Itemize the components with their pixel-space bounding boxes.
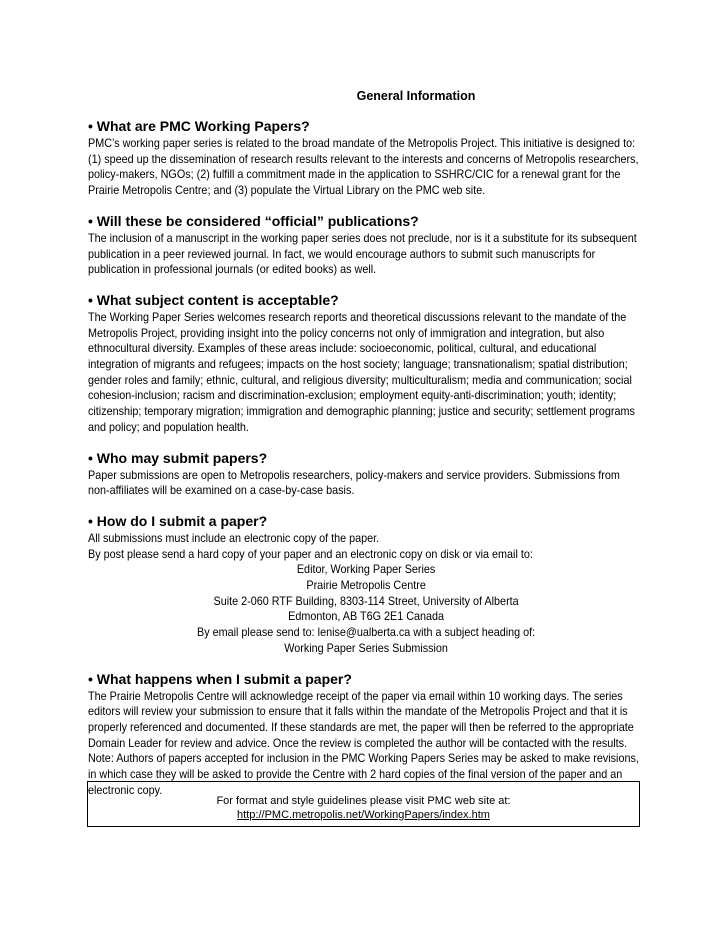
section-what-are-papers (88, 116, 644, 199)
mailing-address (88, 562, 644, 656)
section-paragraph: Paper submissions are open to Metropolis researchers, policy-makers and service providers. Submissions from non-affiliates will be examined on a case-by-case basis. (88, 467, 620, 498)
address-line: Edmonton, AB T6G 2E1 Canada (288, 609, 445, 624)
page-title: General Information (356, 89, 476, 103)
email-instruction: By email please send to: lenise@ualberta.ca with a subject heading of: (197, 625, 536, 640)
section-heading: • Will these be considered “official” publications? (88, 212, 419, 229)
guidelines-link[interactable]: http://PMC.metropolis.net/WorkingPapers/index.htm (237, 809, 490, 821)
section-heading: • How do I submit a paper? (88, 512, 268, 529)
section-heading: • Who may submit papers? (88, 449, 268, 466)
footer-text: For format and style guidelines please visit PMC web site at: (216, 795, 511, 807)
section-paragraph: All submissions must include an electronic copy of the paper. (88, 530, 380, 545)
section-how-to-submit (88, 511, 644, 657)
section-paragraph: The Working Paper Series welcomes research reports and theoretical discussions relevant to the mandate of the Metropolis Project, providing insight into the policy concerns not only of immigration and integration, but also ethnocultural diversity. Examples of these areas include: socioeconomic, political, cultural, and educational integration of migrants and refugees; impacts on the host society; language; transnationalism; spatial distribution; gender roles and family; ethnic, cultural, and religious diversity; multiculturalism; media and communication; social cohesion-inclusion; racism and discrimination-exclusion; employment equity-anti-discrimination; youth; identity; citizenship; temporary migration; immigration and demographic planning; justice and security; settlement programs and policy; and population health. (88, 309, 635, 434)
address-line: Prairie Metropolis Centre (306, 578, 426, 593)
footer-box (87, 781, 640, 827)
section-who-may-submit (88, 448, 644, 499)
address-line: Suite 2-060 RTF Building, 8303-114 Street, University of Alberta (213, 593, 519, 608)
email-subject: Working Paper Series Submission (284, 640, 448, 655)
section-heading: • What are PMC Working Papers? (88, 118, 310, 134)
section-paragraph: PMC’s working paper series is related to the broad mandate of the Metropolis Project. This initiative is designed to: (1) speed up the dissemination of research results relevant to the interests and concerns of Metropolis researchers, policy-makers, NGOs; (2) fulfill a commitment made in the application to SSHRC/CIC for a renewal grant for the Prairie Metropolis Centre; and (3) populate the Virtual Library on the PMC web site. (88, 136, 639, 198)
section-subject-content (88, 290, 644, 436)
section-heading: • What happens when I submit a paper? (88, 670, 352, 687)
document-page (88, 86, 644, 811)
section-what-happens (88, 669, 644, 799)
section-paragraph: By post please send a hard copy of your paper and an electronic copy on disk or via email to: (88, 546, 533, 561)
section-official-publications (88, 211, 644, 278)
footer-link-line (88, 808, 639, 822)
section-paragraph: The Prairie Metropolis Centre will acknowledge receipt of the paper via email within 10 working days. The series editors will review your submission to ensure that it falls within the mandate of the Metropolis Project and that it is properly referenced and documented. If these standards are met, the paper will then be referred to the appropriate Domain Leader for review and advice. Once the review is completed the author will be contacted with the results. (88, 688, 634, 750)
section-paragraph: The inclusion of a manuscript in the working paper series does not preclude, nor is it a substitute for its subsequent publication in a peer reviewed journal. In fact, we would encourage authors to submit such manuscripts for publication in professional journals (or edited books) as well. (88, 230, 637, 277)
section-heading: • What subject content is acceptable? (88, 291, 339, 308)
address-line: Editor, Working Paper Series (296, 562, 436, 577)
section-note: Note: Authors of papers accepted for inclusion in the PMC Working Papers Series may be asked to make revisions, in which case they will be asked to provide the Centre with 2 hard copies of the final version of the paper and an electronic copy. (88, 751, 639, 797)
